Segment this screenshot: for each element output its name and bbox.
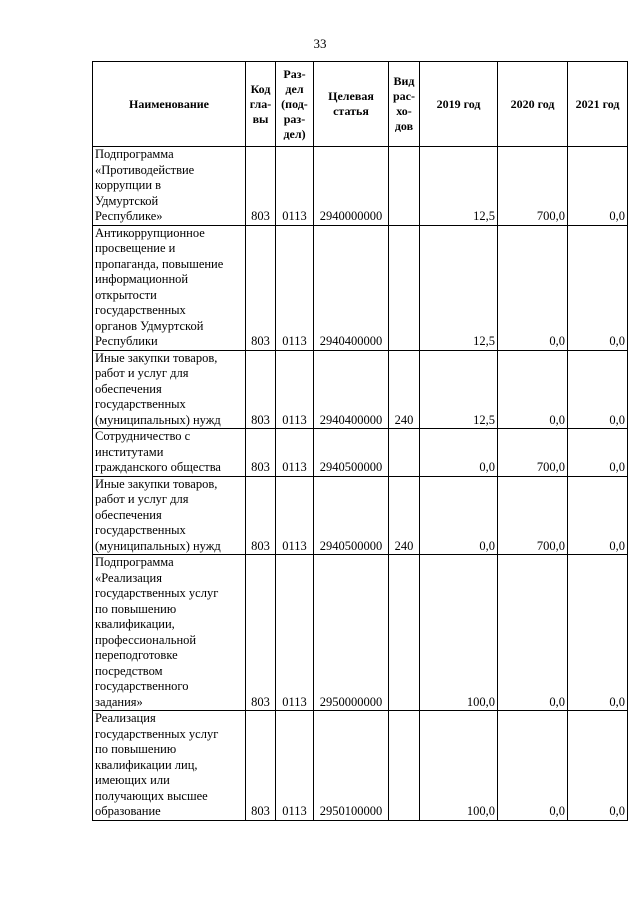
table-row	[93, 711, 628, 821]
cell-target-article: 2940400000	[314, 350, 389, 429]
cell-year-2019: 12,5	[420, 350, 498, 429]
cell-name: Подпрограмма «Реализация государственных услуг по повышению квалификации, профессиональной переподготовке посредством государственного задания»	[93, 555, 246, 711]
cell-expense-type	[389, 147, 420, 226]
header-year-2019: 2019 год	[420, 62, 498, 147]
cell-section: 0113	[276, 476, 314, 555]
cell-year-2020: 0,0	[498, 711, 568, 821]
cell-expense-type: 240	[389, 350, 420, 429]
cell-chapter-code: 803	[246, 350, 276, 429]
cell-year-2021: 0,0	[568, 476, 628, 555]
cell-chapter-code: 803	[246, 147, 276, 226]
cell-section: 0113	[276, 350, 314, 429]
cell-chapter-code: 803	[246, 476, 276, 555]
cell-expense-type	[389, 429, 420, 477]
page-number: 33	[313, 36, 327, 51]
cell-year-2019: 0,0	[420, 476, 498, 555]
cell-section: 0113	[276, 225, 314, 350]
table-row	[93, 476, 628, 555]
cell-target-article: 2940400000	[314, 225, 389, 350]
cell-year-2020: 0,0	[498, 225, 568, 350]
cell-year-2020: 0,0	[498, 555, 568, 711]
cell-expense-type	[389, 555, 420, 711]
cell-expense-type	[389, 711, 420, 821]
cell-name: Иные закупки товаров, работ и услуг для обеспечения государственных (муниципальных) нужд	[93, 350, 246, 429]
cell-target-article: 2950000000	[314, 555, 389, 711]
cell-name: Иные закупки товаров, работ и услуг для обеспечения государственных (муниципальных) нужд	[93, 476, 246, 555]
cell-section: 0113	[276, 429, 314, 477]
cell-year-2019: 12,5	[420, 147, 498, 226]
table-row	[93, 225, 628, 350]
header-year-2021: 2021 год	[568, 62, 628, 147]
table-row	[93, 429, 628, 477]
table-row	[93, 350, 628, 429]
header-year-2020: 2020 год	[498, 62, 568, 147]
cell-year-2019: 12,5	[420, 225, 498, 350]
table-row	[93, 555, 628, 711]
cell-target-article: 2940500000	[314, 476, 389, 555]
cell-year-2020: 0,0	[498, 350, 568, 429]
cell-year-2021: 0,0	[568, 225, 628, 350]
cell-section: 0113	[276, 555, 314, 711]
header-chapter-code: Код гла- вы	[246, 62, 276, 147]
cell-year-2020: 700,0	[498, 147, 568, 226]
header-section: Раз- дел (под- раз- дел)	[276, 62, 314, 147]
cell-chapter-code: 803	[246, 711, 276, 821]
cell-year-2021: 0,0	[568, 350, 628, 429]
table-body	[93, 147, 628, 821]
cell-name: Сотрудничество с институтами гражданского общества	[93, 429, 246, 477]
cell-name: Реализация государственных услуг по повышению квалификации лиц, имеющих или получающих высшее образование	[93, 711, 246, 821]
header-expense-type: Вид рас- хо- дов	[389, 62, 420, 147]
cell-target-article: 2950100000	[314, 711, 389, 821]
cell-year-2021: 0,0	[568, 555, 628, 711]
cell-year-2020: 700,0	[498, 476, 568, 555]
table-header-row	[93, 62, 628, 147]
header-name: Наименование	[93, 62, 246, 147]
cell-name: Антикоррупционное просвещение и пропаганда, повышение информационной открытости государственных органов Удмуртской Республики	[93, 225, 246, 350]
cell-section: 0113	[276, 711, 314, 821]
cell-year-2019: 100,0	[420, 711, 498, 821]
cell-expense-type: 240	[389, 476, 420, 555]
cell-year-2019: 100,0	[420, 555, 498, 711]
cell-target-article: 2940000000	[314, 147, 389, 226]
cell-year-2021: 0,0	[568, 147, 628, 226]
cell-expense-type	[389, 225, 420, 350]
cell-name: Подпрограмма «Противодействие коррупции в Удмуртской Республике»	[93, 147, 246, 226]
cell-year-2020: 700,0	[498, 429, 568, 477]
header-target-article: Целевая статья	[314, 62, 389, 147]
cell-chapter-code: 803	[246, 429, 276, 477]
cell-chapter-code: 803	[246, 225, 276, 350]
cell-year-2019: 0,0	[420, 429, 498, 477]
budget-table	[92, 61, 628, 821]
cell-year-2021: 0,0	[568, 711, 628, 821]
table-row	[93, 147, 628, 226]
cell-chapter-code: 803	[246, 555, 276, 711]
cell-section: 0113	[276, 147, 314, 226]
cell-year-2021: 0,0	[568, 429, 628, 477]
cell-target-article: 2940500000	[314, 429, 389, 477]
